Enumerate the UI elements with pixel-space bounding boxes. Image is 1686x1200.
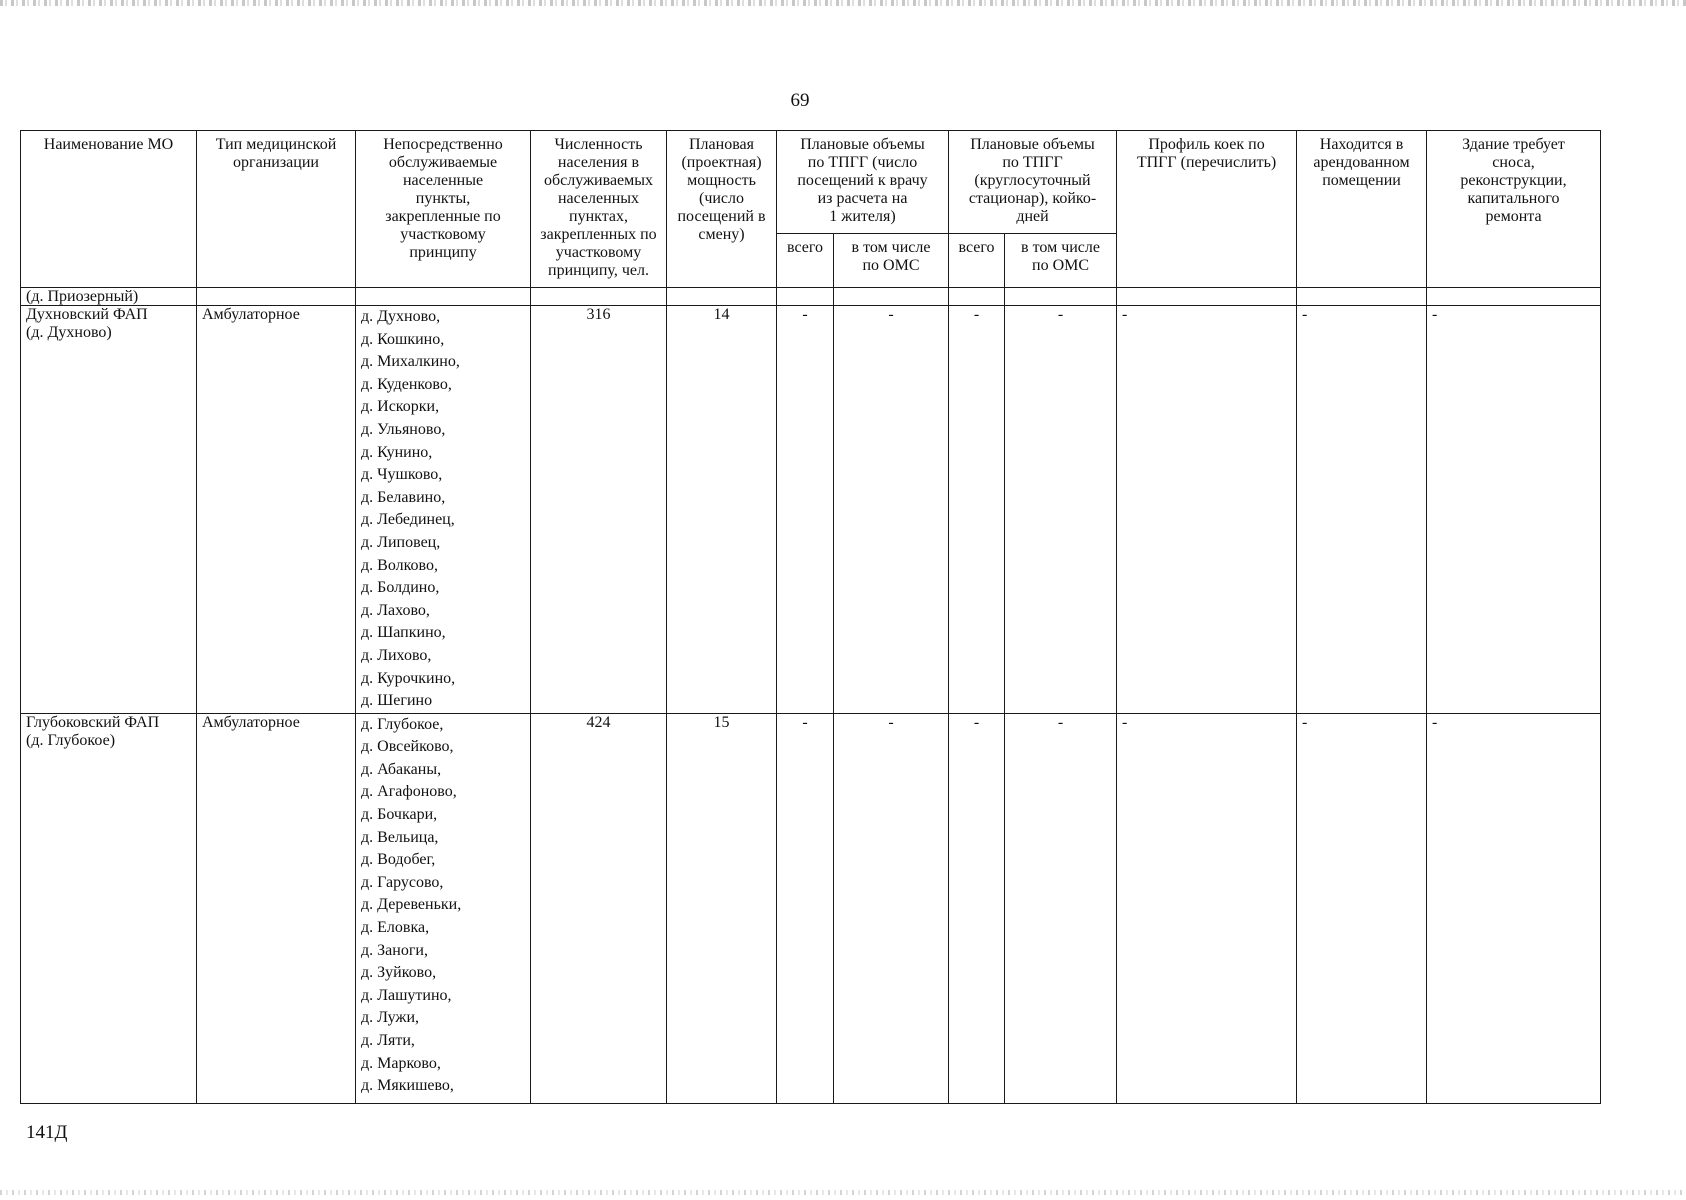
header-population: Численность населения в обслуживаемых населенных пунктах, закрепленных по участковому принципу, чел. [531, 131, 667, 288]
cell-bed-profile: - [1117, 713, 1297, 1103]
cell-beds-oms: - [1005, 713, 1117, 1103]
header-bed-days-volume: Плановые объемы по ТПГГ (круглосуточный стационар), койко- дней [949, 131, 1117, 234]
cell-rented: - [1297, 306, 1427, 714]
cell-empty [1005, 288, 1117, 306]
cell-empty [777, 288, 834, 306]
cell-visits-oms: - [834, 306, 949, 714]
cell-visits-total: - [777, 306, 834, 714]
cell-type: Амбулаторное [197, 713, 356, 1103]
cell-empty [667, 288, 777, 306]
cell-empty [531, 288, 667, 306]
scan-edge-bottom [0, 1190, 1686, 1195]
document-code: 141Д [26, 1122, 68, 1143]
cell-population: 316 [531, 306, 667, 714]
cell-empty [1117, 288, 1297, 306]
cell-bed-profile: - [1117, 306, 1297, 714]
cell-beds-total: - [949, 713, 1005, 1103]
cell-beds-total: - [949, 306, 1005, 714]
cell-empty [1427, 288, 1601, 306]
header-row [21, 131, 1601, 234]
cell-type: Амбулаторное [197, 306, 356, 714]
header-name-mo: Наименование МО [21, 131, 197, 288]
header-building: Здание требует сноса, реконструкции, капитального ремонта [1427, 131, 1601, 288]
cell-settlements: д. Глубокое, д. Овсейково, д. Абаканы, д. Агафоново, д. Бочкари, д. Вельица, д. Водобег, д. Гарусово, д. Деревеньки, д. Еловка, д. Заноги, д. Зуйково, д. Лашутино, д. Лужи, д. Ляти, д. Марково, д. Мякишево, [356, 713, 531, 1103]
table-row [21, 306, 1601, 714]
cell-visits-oms: - [834, 713, 949, 1103]
cell-name: Духновский ФАП (д. Духново) [21, 306, 197, 714]
cell-empty [356, 288, 531, 306]
cell-empty [1297, 288, 1427, 306]
cell-name: (д. Приозерный) [21, 288, 197, 306]
header-bed-profile: Профиль коек по ТПГГ (перечислить) [1117, 131, 1297, 288]
cell-rented: - [1297, 713, 1427, 1103]
page-number: 69 [790, 90, 810, 111]
header-served-settlements: Непосредственно обслуживаемые населенные пункты, закрепленные по участковому принципу [356, 131, 531, 288]
header-rented: Находится в арендованном помещении [1297, 131, 1427, 288]
table-row [21, 713, 1601, 1103]
cell-settlements: д. Духново, д. Кошкино, д. Михалкино, д. Куденково, д. Искорки, д. Ульяново, д. Кунино, д. Чушково, д. Белавино, д. Лебединец, д. Липовец, д. Волково, д. Болдино, д. Лахово, д. Шапкино, д. Лихово, д. Курочкино, д. Шегино [356, 306, 531, 714]
header-org-type: Тип медицинской организации [197, 131, 356, 288]
header-visits-volume: Плановые объемы по ТПГГ (число посещений к врачу из расчета на 1 жителя) [777, 131, 949, 234]
header-beds-oms: в том числе по ОМС [1005, 234, 1117, 288]
header-capacity: Плановая (проектная) мощность (число посещений в смену) [667, 131, 777, 288]
cell-capacity: 15 [667, 713, 777, 1103]
header-visits-total: всего [777, 234, 834, 288]
cell-name: Глубоковский ФАП (д. Глубокое) [21, 713, 197, 1103]
cell-beds-oms: - [1005, 306, 1117, 714]
cell-building: - [1427, 306, 1601, 714]
scan-edge-top [0, 0, 1686, 6]
medical-organizations-table [20, 130, 1601, 1104]
cell-empty [834, 288, 949, 306]
cell-building: - [1427, 713, 1601, 1103]
header-beds-total: всего [949, 234, 1005, 288]
cell-capacity: 14 [667, 306, 777, 714]
cell-empty [197, 288, 356, 306]
cell-visits-total: - [777, 713, 834, 1103]
cell-empty [949, 288, 1005, 306]
continuation-row [21, 288, 1601, 306]
cell-population: 424 [531, 713, 667, 1103]
header-visits-oms: в том числе по ОМС [834, 234, 949, 288]
